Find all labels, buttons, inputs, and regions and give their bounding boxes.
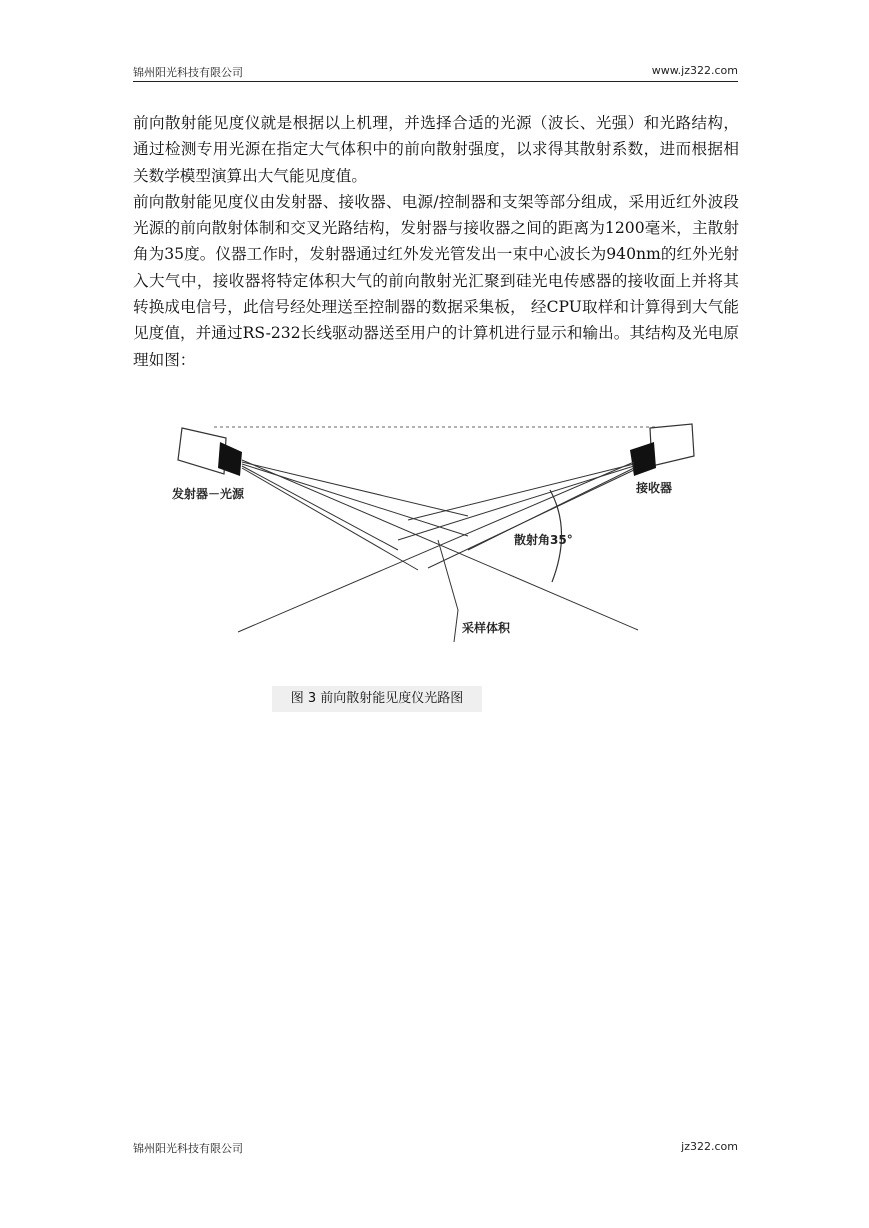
page-footer bbox=[133, 1140, 738, 1160]
header-divider bbox=[133, 81, 738, 82]
label-sample: 采样体积 bbox=[462, 621, 511, 635]
page-header bbox=[133, 62, 738, 82]
footer-company: 锦州阳光科技有限公司 bbox=[133, 1142, 243, 1155]
receiver-unit bbox=[630, 424, 694, 476]
label-receiver: 接收器 bbox=[636, 481, 673, 495]
figure-caption: 图 3 前向散射能见度仪光路图 bbox=[272, 686, 482, 712]
header-website[interactable]: www.jz322.com bbox=[651, 64, 738, 77]
header-company: 锦州阳光科技有限公司 bbox=[133, 66, 243, 79]
body-text bbox=[133, 110, 739, 373]
optical-path-figure bbox=[168, 420, 708, 660]
paragraph-1: 前向散射能见度仪就是根据以上机理，并选择合适的光源（波长、光强）和光路结构，通过检测专用光源在指定大气体积中的前向散射强度，以求得其散射系数，进而根据相关数学模型演算出大气能见度值。 bbox=[133, 114, 739, 185]
label-angle: 散射角35° bbox=[514, 533, 573, 547]
paragraph-2: 前向散射能见度仪由发射器、接收器、电源/控制器和支架等部分组成，采用近红外波段光源的前向散射体制和交叉光路结构，发射器与接收器之间的距离为1200毫米，主散射角为35度。仪器工作时，发射器通过红外发光管发出一束中心波长为940nm的红外光射入大气中，接收器将特定体积大气的前向散射光汇聚到硅光电传感器的接收面上并将其转换成电信号，此信号经处理送至控制器的数据采集板， 经CPU取样和计算得到大气能见度值，并通过RS-232长线驱动器送至用户的计算机进行显示和输出。其结构及光电原理如图： bbox=[133, 192, 739, 369]
transmitter-unit bbox=[178, 428, 242, 476]
label-transmitter: 发射器－光源 bbox=[172, 487, 245, 501]
receiver-beams bbox=[238, 462, 634, 632]
footer-website[interactable]: jz322.com bbox=[681, 1140, 738, 1153]
